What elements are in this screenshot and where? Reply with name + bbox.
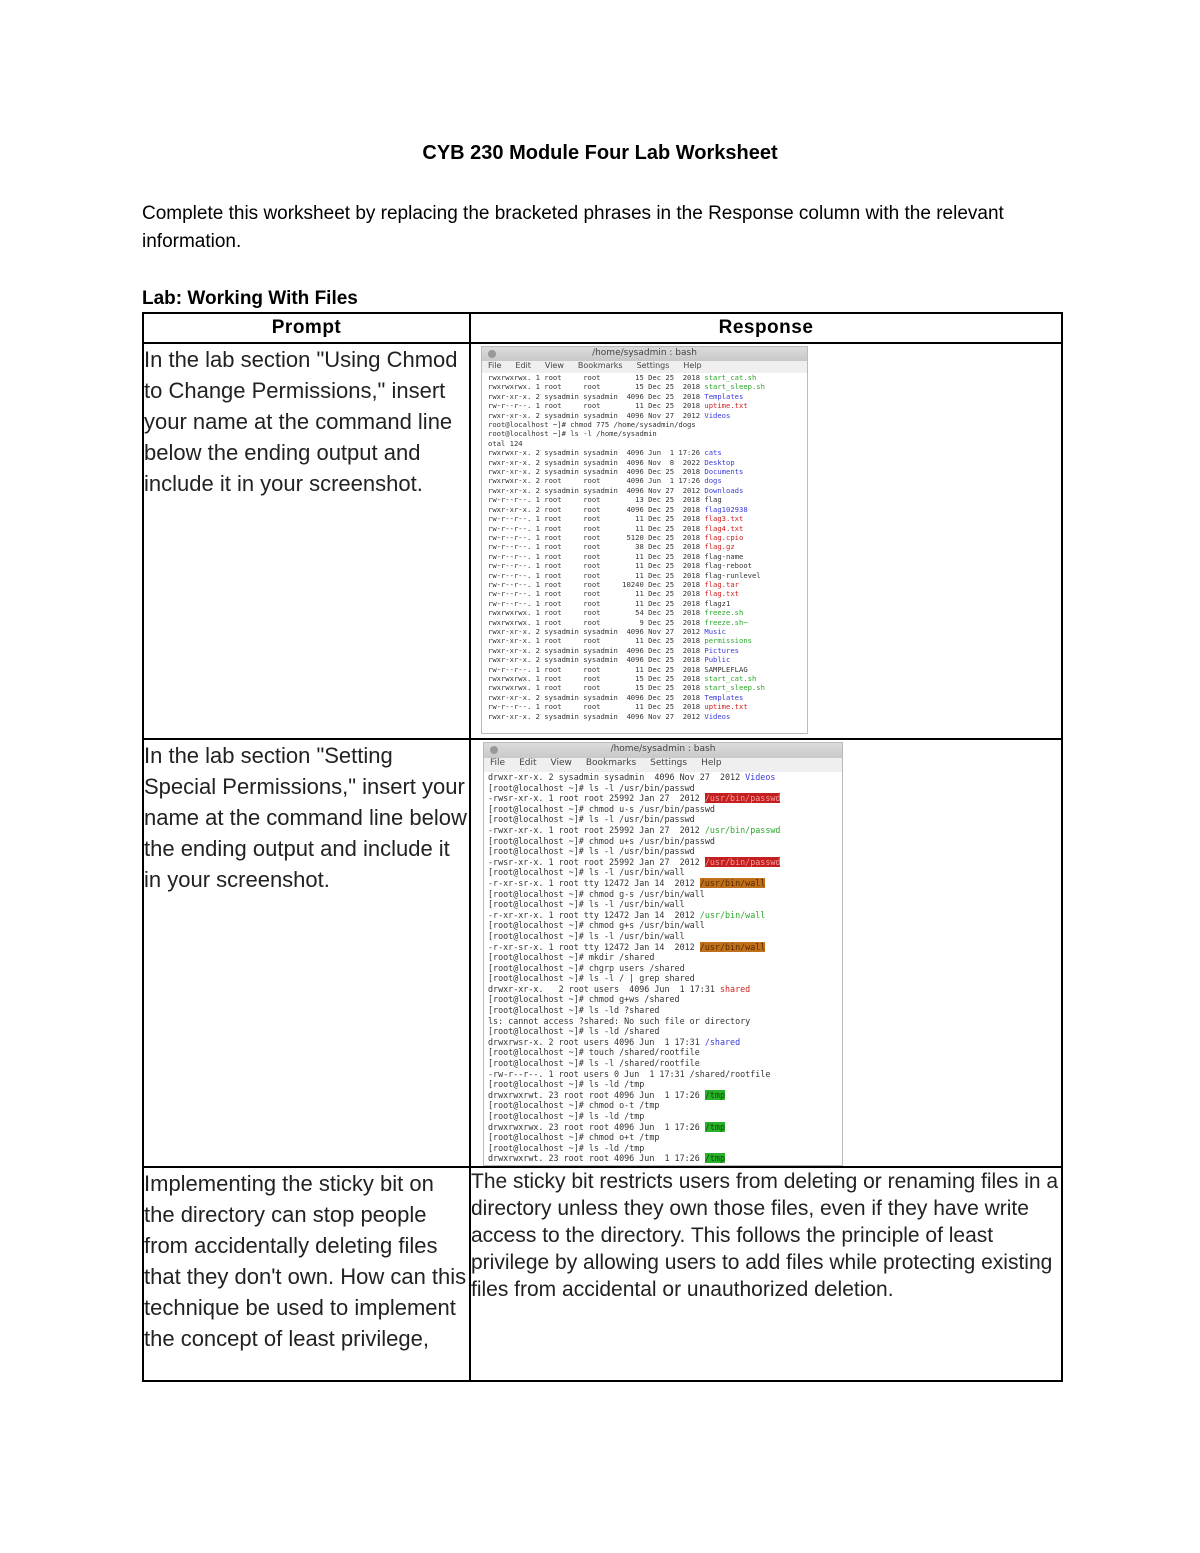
terminal-line [484, 920, 842, 931]
terminal-line [482, 411, 807, 420]
section-heading: Lab: Working With Files [142, 288, 358, 309]
terminal-line-text: [root@localhost ~]# chmod g+s /usr/bin/wall [488, 920, 705, 931]
terminal-line [484, 984, 842, 995]
terminal-line-text: rwxrwxrwx. 1 root root 54 Dec 25 2018 [488, 608, 705, 618]
terminal-line-text: rwxr-xr-x. 2 sysadmin sysadmin 4096 Nov 27 2012 [488, 485, 705, 495]
terminal-line-text: [root@localhost ~]# chgrp users /shared [488, 962, 685, 973]
terminal-filename: Desktop [704, 457, 735, 467]
terminal-filename: /shared [704, 1036, 741, 1047]
terminal-line-text: -rwsr-xr-x. 1 root root 25992 Jan 27 2012 [488, 793, 705, 804]
terminal-line-text: [root@localhost ~]# ls -ld /shared [488, 1026, 660, 1037]
terminal-line-text: [root@localhost ~]# ls -ld /tmp [488, 1111, 645, 1121]
terminal-line-text: ls: cannot access ?shared: No such file or directory [488, 1015, 751, 1026]
terminal-line-text: rw-r--r--. 1 root root 11 Dec 25 2018 [488, 702, 705, 712]
terminal-line [482, 495, 807, 504]
terminal-line-text: rwxr-xr-x. 2 sysadmin sysadmin 4096 Nov 27 2012 [488, 711, 705, 721]
terminal-line-text: [root@localhost ~]# touch /shared/rootfile [488, 1047, 700, 1058]
terminal-line [482, 448, 807, 457]
terminal-line [482, 618, 807, 627]
terminal-line [482, 608, 807, 617]
terminal-line [482, 599, 807, 608]
terminal-line [482, 514, 807, 523]
terminal-line-text: drwxrwxrwx. 23 root root 4096 Jun 1 17:26 [488, 1121, 705, 1132]
terminal-line [484, 783, 842, 794]
terminal-line [484, 899, 842, 910]
menu-edit: Edit [515, 361, 531, 370]
terminal-line-text: rw-r--r--. 1 root root 38 Dec 25 2018 [488, 542, 705, 552]
response-cell [470, 739, 1062, 1167]
terminal-line [482, 683, 807, 692]
terminal-line [484, 994, 842, 1005]
terminal-line [484, 1132, 842, 1143]
terminal-line [482, 476, 807, 485]
terminal-line [484, 836, 842, 847]
terminal-line [482, 627, 807, 636]
terminal-line [484, 1111, 842, 1122]
terminal-filename: flag.gz [704, 542, 735, 552]
terminal-line-text: rwxrwxr-x. 2 sysadmin sysadmin 4096 Jun 1 17:26 [488, 448, 705, 458]
terminal-line [484, 857, 842, 868]
menu-bookmarks: Bookmarks [585, 758, 637, 768]
terminal-filename: flag-reboot [704, 561, 752, 571]
terminal-line-text: -r-xr-sr-x. 1 root tty 12472 Jan 14 2012 [488, 877, 700, 888]
terminal-line [482, 486, 807, 495]
worksheet-table [142, 312, 1063, 1382]
terminal-title: /home/sysadmin : bash [592, 348, 697, 358]
response-cell [470, 343, 1062, 739]
terminal-line-text: rw-r--r--. 1 root root 11 Dec 25 2018 [488, 514, 705, 524]
terminal-filename: start_cat.sh [704, 674, 757, 683]
terminal-line [482, 561, 807, 570]
terminal-screenshot-special-permissions [483, 742, 843, 1166]
terminal-titlebar [482, 347, 807, 361]
terminal-line [484, 1047, 842, 1058]
table-header-row [143, 313, 1062, 343]
terminal-line [482, 712, 807, 721]
terminal-line-text: [root@localhost ~]# ls -l / | grep shared [488, 973, 695, 984]
terminal-output [484, 772, 842, 1164]
terminal-line-text: rwxr-xr-x. 2 sysadmin sysadmin 4096 Dec 25 2018 [488, 692, 705, 702]
terminal-filename: Pictures [704, 645, 739, 655]
terminal-menubar [482, 361, 807, 373]
terminal-filename: flag102938 [704, 504, 748, 514]
terminal-filename: start_sleep.sh [704, 382, 765, 392]
menu-edit: Edit [519, 758, 537, 768]
terminal-title: /home/sysadmin : bash [610, 744, 716, 754]
menu-view: View [550, 758, 572, 768]
terminal-line-text: rwxrwxr-x. 2 root root 4096 Jun 1 17:26 [488, 476, 705, 486]
terminal-line [482, 580, 807, 589]
terminal-line [484, 889, 842, 900]
terminal-filename: SAMPLEFLAG [704, 664, 748, 674]
terminal-line [484, 1079, 842, 1090]
terminal-line [482, 636, 807, 645]
terminal-line [484, 846, 842, 857]
terminal-line-text: rw-r--r--. 1 root root 13 Dec 25 2018 [488, 495, 705, 505]
terminal-line [482, 401, 807, 410]
terminal-line-text: rwxr-xr-x. 2 sysadmin sysadmin 4096 Nov 27 2012 [488, 626, 705, 636]
terminal-line [484, 1100, 842, 1111]
terminal-line-text: [root@localhost ~]# ls -l /usr/bin/wall [488, 867, 685, 878]
terminal-line [482, 552, 807, 561]
terminal-line-text: rwxr-xr-x. 2 sysadmin sysadmin 4096 Dec 25 2018 [488, 655, 705, 665]
terminal-line-text: [root@localhost ~]# ls -ld /tmp [488, 1142, 645, 1153]
terminal-line-text: -r-xr-sr-x. 1 root tty 12472 Jan 14 2012 [488, 941, 700, 952]
terminal-filename: shared [719, 983, 751, 994]
terminal-filename: uptime.txt [704, 401, 748, 411]
menu-help: Help [683, 361, 702, 370]
terminal-menubar [484, 758, 842, 772]
terminal-line-text: [root@localhost ~]# chmod u+s /usr/bin/passwd [488, 835, 715, 846]
terminal-line [482, 429, 807, 438]
terminal-line-text: otal 124 [488, 438, 523, 448]
terminal-line [482, 458, 807, 467]
terminal-line [482, 439, 807, 448]
terminal-line [484, 1153, 842, 1164]
terminal-line-text: [root@localhost ~]# chmod g+ws /shared [488, 994, 680, 1005]
terminal-filename: Downloads [704, 485, 744, 495]
menu-settings: Settings [650, 758, 688, 768]
terminal-line-text: rwxr-xr-x. 2 sysadmin sysadmin 4096 Nov 8 2022 [488, 457, 705, 467]
terminal-line [484, 910, 842, 921]
terminal-filename: /tmp [704, 1089, 725, 1100]
terminal-line [484, 1016, 842, 1027]
terminal-line-text: [root@localhost ~]# chmod o-t /tmp [488, 1100, 660, 1111]
terminal-line-text: rwxrwxrwx. 1 root root 15 Dec 25 2018 [488, 674, 705, 683]
prompt-cell: In the lab section "Using Chmod to Change Permissions," insert your name at the command line below the ending output and include it in your screenshot. [143, 343, 470, 739]
terminal-filename: Videos [745, 772, 776, 782]
menu-help: Help [701, 758, 722, 768]
terminal-line [482, 665, 807, 674]
terminal-filename: freeze.sh [704, 608, 744, 618]
terminal-filename: /tmp [704, 1121, 725, 1132]
terminal-line [484, 1143, 842, 1154]
terminal-line [482, 524, 807, 533]
terminal-line-text: rw-r--r--. 1 root root 11 Dec 25 2018 [488, 598, 705, 608]
table-row [143, 739, 1062, 1167]
terminal-line [482, 373, 807, 382]
terminal-filename: /usr/bin/wall [699, 909, 766, 920]
terminal-filename: dogs [704, 476, 722, 486]
prompt-header: Prompt [143, 313, 470, 343]
terminal-line [482, 505, 807, 514]
terminal-filename: /usr/bin/passwd [704, 856, 781, 867]
terminal-line [482, 589, 807, 598]
terminal-filename: flag4.txt [704, 523, 744, 533]
terminal-filename: flag-name [704, 551, 744, 561]
terminal-filename: Documents [704, 467, 744, 477]
terminal-line [484, 1058, 842, 1069]
prompt-cell: Implementing the sticky bit on the directory can stop people from accidentally deleting files that they don't own. How can this technique be used to implement the concept of least privilege, [143, 1167, 470, 1381]
terminal-line-text: root@localhost ~]# ls -l /home/sysadmin [488, 429, 657, 439]
terminal-filename: Templates [704, 391, 744, 401]
terminal-line-text: rwxr-xr-x. 1 root root 11 Dec 25 2018 [488, 636, 705, 646]
terminal-line-text: [root@localhost ~]# ls -l /usr/bin/wall [488, 899, 685, 910]
terminal-line-text: [root@localhost ~]# ls -l /shared/rootfile [488, 1058, 700, 1069]
terminal-line [484, 1069, 842, 1080]
terminal-filename: /usr/bin/wall [699, 877, 766, 888]
terminal-line-text: rwxr-xr-x. 2 sysadmin sysadmin 4096 Nov 27 2012 [488, 410, 705, 420]
terminal-filename: /usr/bin/passwd [704, 824, 781, 835]
terminal-filename: /usr/bin/wall [699, 941, 766, 952]
terminal-line [484, 867, 842, 878]
terminal-filename: start_cat.sh [704, 373, 757, 382]
terminal-line [482, 467, 807, 476]
terminal-line-text: rwxr-xr-x. 2 sysadmin sysadmin 4096 Dec 25 2018 [488, 391, 705, 401]
terminal-line-text: rw-r--r--. 1 root root 11 Dec 25 2018 [488, 523, 705, 533]
menu-file: File [490, 758, 506, 768]
terminal-line [482, 420, 807, 429]
terminal-line-text: rw-r--r--. 1 root root 5120 Dec 25 2018 [488, 532, 705, 542]
terminal-filename: flag.tar [704, 579, 739, 589]
terminal-line-text: rwxr-xr-x. 2 sysadmin sysadmin 4096 Dec 25 2018 [488, 467, 705, 477]
terminal-line [482, 702, 807, 711]
terminal-filename: cats [704, 448, 722, 458]
terminal-line-text: drwxrwsr-x. 2 root users 4096 Jun 1 17:31 [488, 1036, 705, 1047]
terminal-filename: /usr/bin/passwd [704, 793, 781, 804]
menu-bookmarks: Bookmarks [577, 361, 623, 370]
terminal-filename: flag-runlevel [704, 570, 761, 580]
response-cell: The sticky bit restricts users from deleting or renaming files in a directory unless they own those files, even if they have write access to the directory. This follows the principle of least privilege by allowing users to add files while protecting existing files from accidental or unauthorized deletion. [470, 1167, 1062, 1381]
terminal-line-text: drwxrwxrwt. 23 root root 4096 Jun 1 17:26 [488, 1089, 705, 1100]
terminal-line [484, 952, 842, 963]
terminal-line [482, 655, 807, 664]
terminal-line [484, 804, 842, 815]
terminal-line [482, 571, 807, 580]
menu-view: View [544, 361, 564, 370]
terminal-line-text: rw-r--r--. 1 root root 11 Dec 25 2018 [488, 561, 705, 571]
terminal-line [482, 392, 807, 401]
terminal-filename: uptime.txt [704, 702, 748, 712]
terminal-line-text: [root@localhost ~]# ls -ld /tmp [488, 1079, 645, 1090]
table-row [143, 1167, 1062, 1381]
terminal-filename: Templates [704, 692, 744, 702]
terminal-line-text: root@localhost ~]# chmod 775 /home/sysadmin/dogs [488, 420, 696, 430]
terminal-output [482, 373, 807, 721]
terminal-line [484, 814, 842, 825]
terminal-line-text: [root@localhost ~]# ls -ld ?shared [488, 1005, 660, 1016]
terminal-line-text: rw-r--r--. 1 root root 11 Dec 25 2018 [488, 551, 705, 561]
terminal-filename: flagz1 [704, 598, 731, 608]
terminal-line [484, 931, 842, 942]
terminal-filename: Music [704, 626, 727, 636]
menu-settings: Settings [636, 361, 670, 370]
terminal-line-text: rw-r--r--. 1 root root 11 Dec 25 2018 [488, 589, 705, 599]
terminal-line-text: [root@localhost ~]# ls -l /usr/bin/passwd [488, 782, 695, 793]
terminal-line-text: rwxr-xr-x. 2 root root 4096 Dec 25 2018 [488, 504, 705, 514]
terminal-filename: Videos [704, 410, 731, 420]
terminal-line-text: rwxrwxrwx. 1 root root 15 Dec 25 2018 [488, 373, 705, 382]
terminal-line [482, 693, 807, 702]
terminal-line-text: rw-r--r--. 1 root root 11 Dec 25 2018 [488, 570, 705, 580]
terminal-line-text: drwxrwxrwt. 23 root root 4096 Jun 1 17:26 [488, 1153, 705, 1164]
terminal-line [482, 533, 807, 542]
terminal-line [484, 1026, 842, 1037]
terminal-line-text: -rwxr-xr-x. 1 root root 25992 Jan 27 2012 [488, 824, 705, 835]
terminal-filename: flag.txt [704, 589, 739, 599]
prompt-cell: In the lab section "Setting Special Permissions," insert your name at the command line below the ending output and include it in your screenshot. [143, 739, 470, 1167]
terminal-filename: flag.cpio [704, 532, 744, 542]
terminal-filename: freeze.sh~ [704, 617, 748, 627]
terminal-filename: permissions [704, 636, 752, 646]
terminal-line [482, 674, 807, 683]
page-title: CYB 230 Module Four Lab Worksheet [422, 142, 778, 164]
terminal-line-text: rwxrwxrwx. 1 root root 15 Dec 25 2018 [488, 683, 705, 693]
terminal-line-text: rwxrwxrwx. 1 root root 15 Dec 25 2018 [488, 382, 705, 392]
terminal-line [484, 973, 842, 984]
terminal-line [482, 542, 807, 551]
terminal-filename: flag3.txt [704, 514, 744, 524]
terminal-line-text: drwxr-xr-x. 2 sysadmin sysadmin 4096 Nov 27 2012 [488, 772, 746, 782]
terminal-line [484, 1005, 842, 1016]
terminal-line-text: [root@localhost ~]# ls -l /usr/bin/wall [488, 930, 685, 941]
terminal-line-text: -rw-r--r--. 1 root users 0 Jun 1 17:31 /shared/rootfile [488, 1068, 771, 1079]
terminal-line-text: [root@localhost ~]# chmod u-s /usr/bin/passwd [488, 803, 715, 814]
terminal-line-text: [root@localhost ~]# ls -l /usr/bin/passwd [488, 846, 695, 857]
terminal-line-text: [root@localhost ~]# ls -l /usr/bin/passwd [488, 814, 695, 825]
terminal-line-text: [root@localhost ~]# mkdir /shared [488, 952, 655, 963]
terminal-line [484, 1122, 842, 1133]
terminal-line [482, 382, 807, 391]
terminal-filename: Videos [704, 711, 731, 721]
terminal-line-text: rwxrwxrwx. 1 root root 9 Dec 25 2018 [488, 617, 705, 627]
terminal-filename: /tmp [704, 1153, 725, 1164]
terminal-line-text: drwxr-xr-x. 2 root users 4096 Jun 1 17:31 [488, 983, 720, 994]
terminal-line [484, 878, 842, 889]
terminal-line-text: [root@localhost ~]# chmod o+t /tmp [488, 1132, 660, 1143]
terminal-line-text: rw-r--r--. 1 root root 11 Dec 25 2018 [488, 401, 705, 411]
terminal-screenshot-chmod [481, 346, 808, 734]
terminal-line [484, 1037, 842, 1048]
terminal-filename: flag [704, 495, 722, 505]
menu-file: File [488, 361, 502, 370]
terminal-titlebar [484, 743, 842, 758]
response-header: Response [470, 313, 1062, 343]
terminal-line-text: rw-r--r--. 1 root root 10240 Dec 25 2018 [488, 579, 705, 589]
terminal-line-text: rwxr-xr-x. 2 sysadmin sysadmin 4096 Dec 25 2018 [488, 645, 705, 655]
terminal-line [484, 772, 842, 783]
terminal-line [482, 646, 807, 655]
terminal-line-text: [root@localhost ~]# chmod g-s /usr/bin/wall [488, 888, 705, 899]
terminal-line [484, 942, 842, 953]
intro-text: Complete this worksheet by replacing the bracketed phrases in the Response column with the relevant information. [142, 203, 1004, 252]
terminal-line [484, 825, 842, 836]
terminal-line-text: -rwsr-xr-x. 1 root root 25992 Jan 27 2012 [488, 856, 705, 867]
terminal-line-text: rw-r--r--. 1 root root 11 Dec 25 2018 [488, 664, 705, 674]
terminal-line [484, 963, 842, 974]
terminal-line [484, 1090, 842, 1101]
table-row [143, 343, 1062, 739]
terminal-filename: start_sleep.sh [704, 683, 765, 693]
terminal-filename: Public [704, 655, 731, 665]
terminal-line [484, 793, 842, 804]
terminal-line-text: -r-xr-xr-x. 1 root tty 12472 Jan 14 2012 [488, 909, 700, 920]
